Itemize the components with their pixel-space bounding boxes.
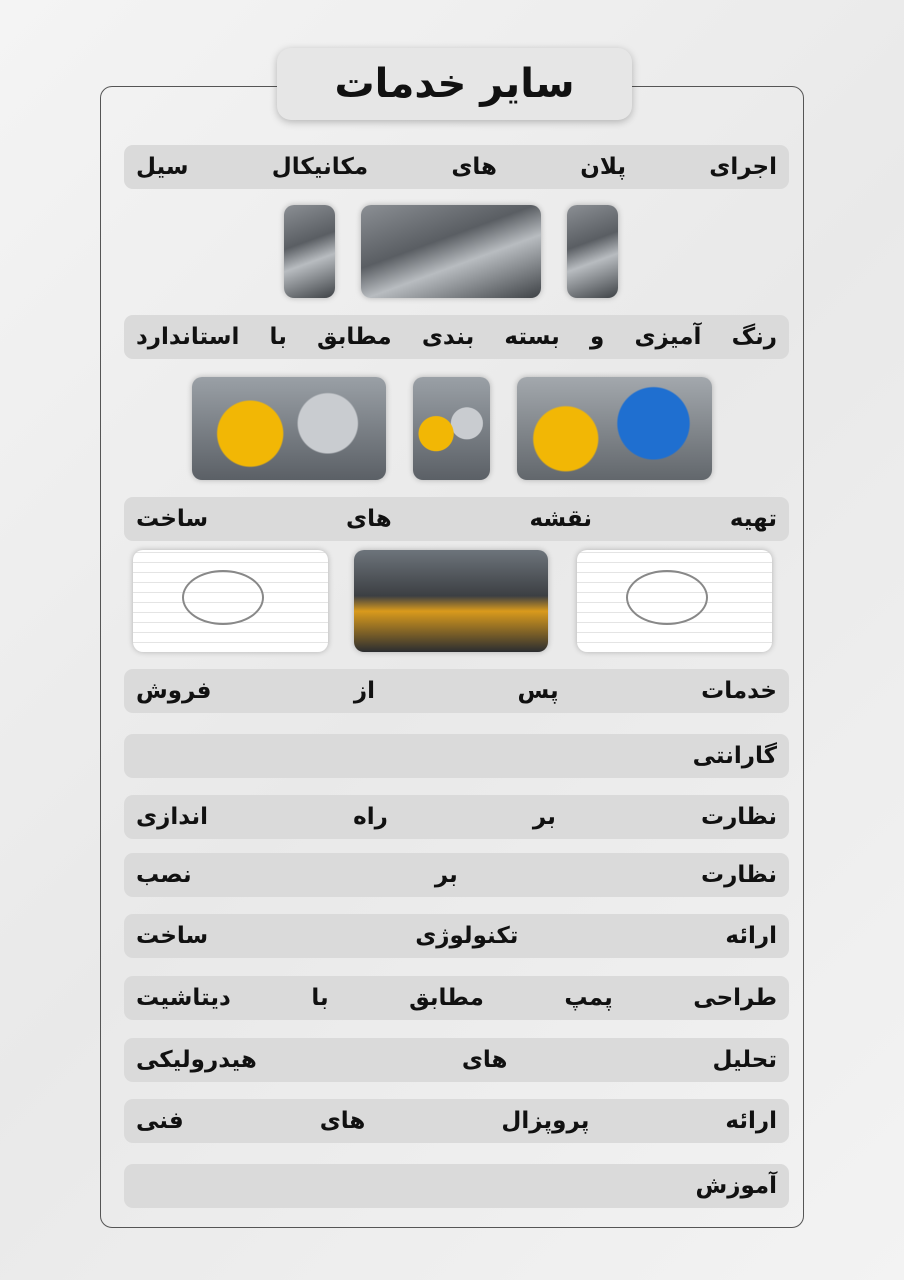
service-item bbox=[124, 145, 789, 189]
service-label: ارائه تکنولوژی ساخت bbox=[136, 923, 777, 949]
service-label: تحلیل های هیدرولیکی bbox=[136, 1047, 777, 1073]
service-label: تهیه نقشه های ساخت bbox=[136, 506, 777, 532]
pump-photo bbox=[413, 377, 490, 480]
service-item bbox=[124, 1164, 789, 1208]
service-item bbox=[124, 976, 789, 1020]
engineering-office-photo bbox=[354, 550, 548, 652]
mechanical-seal-photo bbox=[361, 205, 541, 298]
service-label: ارائه پروپزال های فنی bbox=[136, 1108, 777, 1134]
service-item bbox=[124, 497, 789, 541]
service-label: آموزش bbox=[695, 1173, 777, 1199]
pump-photo bbox=[517, 377, 712, 480]
service-item bbox=[124, 795, 789, 839]
service-label: نظارت بر راه اندازی bbox=[136, 804, 777, 830]
drawing-image bbox=[133, 550, 328, 652]
service-label: رنگ آمیزی و بسته بندی مطابق با استاندارد bbox=[136, 324, 777, 350]
page-title: سایر خدمات bbox=[277, 48, 632, 120]
service-item bbox=[124, 914, 789, 958]
service-item bbox=[124, 669, 789, 713]
service-label: اجرای پلان های مکانیکال سیل bbox=[136, 154, 777, 180]
drawing-image bbox=[577, 550, 772, 652]
service-label: طراحی پمپ مطابق با دیتاشیت bbox=[136, 985, 777, 1011]
service-label: گارانتی bbox=[692, 743, 777, 769]
pump-photo bbox=[192, 377, 386, 480]
service-item bbox=[124, 1038, 789, 1082]
service-label: نظارت بر نصب bbox=[136, 862, 777, 888]
service-item bbox=[124, 1099, 789, 1143]
service-item bbox=[124, 853, 789, 897]
mechanical-seal-photo bbox=[567, 205, 618, 298]
service-item bbox=[124, 315, 789, 359]
service-item bbox=[124, 734, 789, 778]
mechanical-seal-photo bbox=[284, 205, 335, 298]
service-label: خدمات پس از فروش bbox=[136, 678, 777, 704]
